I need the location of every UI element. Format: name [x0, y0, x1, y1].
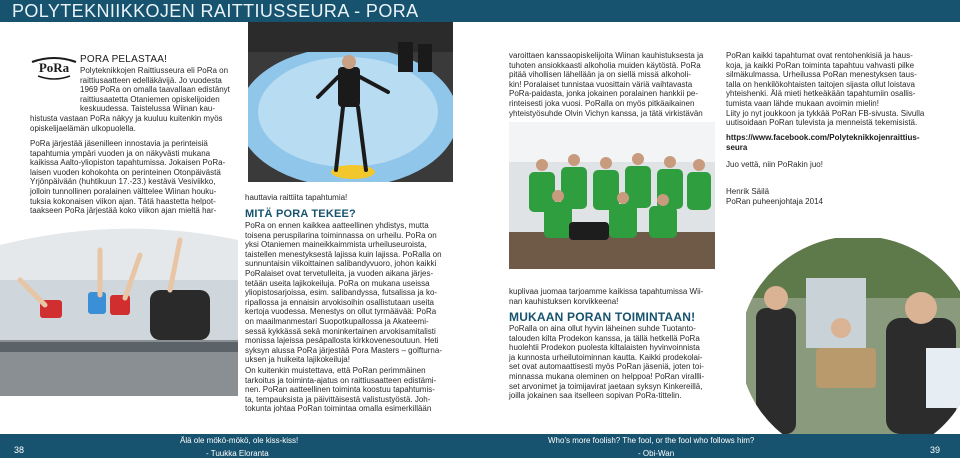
text-line: koja, ja kaikki PoRan toiminta tapahtuu vahvasti pilke — [726, 60, 915, 70]
footer-quote-left — [180, 435, 360, 459]
text-line: PoRalla on aina ollut hyvin läheinen suhde Tuotanto- — [509, 324, 696, 333]
text-line: uutisoidaan PoRan tulevista ja menneistä tekemisistä. — [726, 118, 918, 128]
text-line: varoittaen kanssaopiskelijoita Wiinan kauhistuksesta ja — [509, 51, 704, 60]
text-line: histusta vastaan PoRa näkyy ja kuuluu kuitenkin myös — [30, 114, 223, 123]
intro-heading: PORA PELASTAA! — [80, 54, 168, 65]
slogan: Juo vettä, niin PoRakin juo! — [726, 160, 823, 169]
intro-full — [30, 114, 250, 133]
signature — [726, 187, 823, 206]
section-heading-join: MUKAAN PORAN TOIMINTAAN! — [509, 310, 696, 324]
text-line: sunnuntaisin viikoittainen salibandyvuoro, johon kaikki — [245, 259, 437, 269]
text-line: kertoja vuodessa. Menestys on ollut tyrmäävää: PoRa — [245, 307, 437, 317]
text-line: on maailmanmestari Suopotkupallossa ja Akateemi- — [245, 316, 429, 326]
page-number-right: 39 — [930, 445, 941, 455]
facebook-link[interactable] — [726, 133, 951, 152]
surf-photo — [248, 22, 453, 182]
page-number-left: 38 — [14, 445, 25, 455]
text-line: opiskelijaelämän ulkopuolella. — [30, 123, 136, 133]
text-line: yliopistosarjoissa, esim. salibandyssa, futsalissa ja ko- — [245, 288, 438, 298]
text-line: minnassa mukana oleminen on helppoa! PoRan virallli- — [509, 371, 705, 381]
text-line: kuplivaa juomaa tarjoamme kaikissa tapahtumissa Wii- — [509, 287, 704, 296]
text-line: uksen ja huikeita lajikokeiluja! — [245, 355, 350, 365]
paragraph-spirit — [726, 51, 951, 128]
text-line: set ovat automaattisesti myös PoRan jäseniä, joten toi- — [509, 362, 704, 372]
paragraph-prodeko — [509, 324, 729, 401]
text-line: nan kauhistuksen korvikkeena! — [509, 296, 619, 306]
continued-line: hauttavia raittiita tapahtumia! — [245, 193, 348, 202]
text-line: nen. PoRan aatteellinen toiminta koostuu tapahtumis- — [245, 385, 435, 395]
yoga-photo — [0, 220, 238, 396]
text-line: yhteishenki. Älä mieti hetkeäkään tapahtumiin osallis- — [726, 89, 916, 99]
text-line: yksi Otaniemen maineikkaimmista urheiluseuroista, — [245, 240, 427, 250]
text-line: tuksia kokonaisen viikon ajan. Tätä haastetta helpot- — [30, 196, 216, 206]
text-line: On kuitenkin muistettava, että PoRan perimmäinen — [245, 366, 426, 375]
text-line: PoRa on ennen kaikkea aatteellinen yhdistys, mutta — [245, 221, 429, 230]
text-line: talouden kilta Prodekon kanssa, ja tällä hetkellä PoRa — [509, 333, 700, 343]
text-line: Liity jo nyt joukkoon ja tykkää PoRan FB-sivusta. Sivulla — [726, 108, 925, 118]
text-line: keskuudessa. Taistelussa Wiinan kau- — [80, 104, 216, 114]
quote-author: - Obi-Wan — [638, 449, 675, 458]
signature-name: Henrik Säilä — [726, 187, 770, 196]
group-photo — [746, 238, 960, 434]
team-photo — [509, 122, 715, 269]
text-line: jolloin tunnollinen poralainen välttelee Wiinan houku- — [30, 186, 217, 196]
text-line: huolehtii Prodekon puolesta kiltalaisten hyvinvoinnista — [509, 343, 700, 353]
intro-wrap — [80, 66, 250, 114]
paragraph-events — [30, 139, 245, 216]
text-line: set arvonimet ja toimijavirat jaetaan syksyn Kinkereillä, — [509, 381, 703, 391]
text-line: laisen vuoden kohokohta on perinteinen Otonpäivästä — [30, 167, 221, 177]
quote-text: Who's more foolish? The fool, or the fool who follows him? — [548, 436, 755, 445]
text-line: tokunta johtaa PoRan toimintaa omalla esimerkillään — [245, 404, 432, 414]
paragraph-outreach — [509, 51, 724, 118]
text-line: kin! Poralaiset tunnistaa vuosittain väriä vaihtavasta — [509, 79, 693, 89]
text-line: seura — [726, 142, 748, 152]
text-line: ja kunnosta urheilutoiminnan kautta. Kaikki prodekolai- — [509, 352, 703, 362]
paragraph-ideology — [245, 366, 473, 414]
text-line: PoRa järjestää jäsenilleen innostavia ja perinteisiä — [30, 139, 208, 148]
paragraph-sports — [245, 221, 473, 365]
text-line: tumista vaan lähde mukaan avoimin mielin! — [726, 98, 879, 108]
pora-logo — [30, 52, 78, 82]
text-line: tarkoitus ja toiminta-ajatus on raittiusaatteen edistämi- — [245, 375, 437, 385]
paragraph-vichy — [509, 287, 724, 306]
text-line: raittiusaatteen edelläkävijä. Jo vuodesta — [80, 75, 222, 85]
text-line: tapahtumia ympäri vuoden ja on näkyvästi mukana — [30, 148, 211, 158]
text-line: PoRan kaikki tapahtumat ovat rentohenkisiä ja haus- — [726, 51, 913, 60]
text-line: PoRa-paidasta, jonka jokainen poralainen hankkii pe- — [509, 89, 699, 99]
footer-quote-right — [548, 435, 848, 459]
section-heading-what: MITÄ PORA TEKEE? — [245, 208, 356, 220]
text-line: monissa lajeissa pesäpallosta kirkkovenesoutuun. Heti — [245, 336, 439, 346]
text-line: raittiusaatetta Otaniemen opiskelijoiden — [80, 94, 220, 104]
text-line: yhteistyösuhde Olvin Vichyn kanssa, ja tätä virkistävän — [509, 108, 703, 118]
signature-title: PoRan puheenjohtaja 2014 — [726, 196, 823, 206]
text-line: talla on henkilökohtaisten taitojen sijasta ollut loistava — [726, 79, 916, 89]
text-line: rinteisesti joka vuosi. PoRalla on myös pitkäaikainen — [509, 98, 695, 108]
text-line: sessä kykkässä sekä moninkertainen arvokisamitalisti — [245, 326, 436, 336]
text-line: PoRalaiset ovat tervetulleita, ja vuoden aikana järjes- — [245, 268, 434, 278]
text-line: 1969 PoRa on omalla taavallaan edistänyt — [80, 85, 230, 95]
quote-text: Älä ole mökö-mökö, ole kiss-kiss! — [180, 436, 299, 445]
text-line: Yrjönpäivään (huhtikuun 17.-23.) kestävä Vesiviikko, — [30, 177, 216, 187]
page-title: POLYTEKNIIKKOJEN RAITTIUSSEURA - PORA — [12, 1, 419, 21]
text-line: pitää vihollisen lähellään ja on siellä missä alkoholi- — [509, 70, 691, 80]
text-line: https://www.facebook.com/Polyteknikkojenraittius- — [726, 133, 920, 142]
text-line: ripallossa ja ennaisin arvokisoihin osallistutaan useita — [245, 297, 434, 307]
text-line: silmäkulmassa. Urheilussa PoRan menestyksen taus- — [726, 70, 917, 80]
text-line: taistellen menestyksestä lajissa kuin lajissa. PoRalla on — [245, 249, 442, 259]
quote-author: - Tuukka Eloranta — [206, 449, 269, 458]
text-line: syksyn alussa PoRa järjestää Pora Masters – golfturna- — [245, 345, 442, 355]
logo-text: PoRa — [38, 60, 70, 75]
text-line: toisena peruspilarina toiminnassa on urheilu. PoRa on — [245, 230, 437, 240]
text-line: tetään useita lajikokeiluja. PoRa on mukana useissa — [245, 278, 430, 288]
text-line: kaikissa Aalto-yliopiston tapahtumissa. Jokaisen PoRa- — [30, 158, 226, 168]
text-line: joilla jokainen saa itselleen sopivan PoRa-tittelin. — [509, 391, 682, 401]
text-line: taakseen PoRa järjestää koko viikon ajan mieltä har- — [30, 206, 217, 216]
text-line: Polyteknikkojen Raittiusseura eli PoRa on — [80, 66, 229, 75]
text-line: ta, tempauksista ja päivittäisestä valistustyöstä. Joh- — [245, 394, 431, 404]
text-line: tuhoten ansiokkaasti alkoholia muiden käytöstä. PoRa — [509, 60, 701, 70]
